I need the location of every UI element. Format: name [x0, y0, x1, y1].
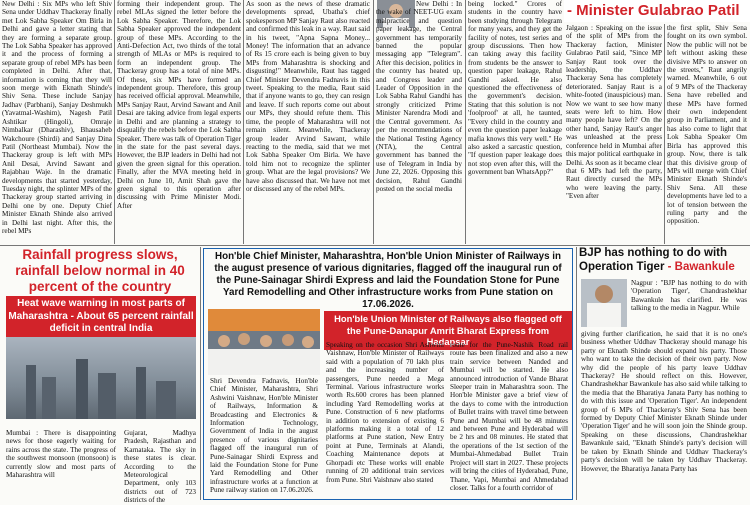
telegram-article-col2: [468, 0, 562, 244]
pune-headline: Hon'ble Chief Minister, Maharashtra, Hon'ble Union Minister of Railways in the august presence of various dignitaries, flagged off the inaugural run of the Pune-Sainagar Shirdi Express and laid the Foundation Stone for Pune Yard Remodelling and Other infrastructure works from Pune station on 17.06.2026.: [214, 251, 562, 310]
article-text: As soon as the news of these dramatic developments spread, Ubatha's chief spokesperson MP Sanjay Raut also reacted and confirmed this leak in a way. Raut said in his tweet, "Apna Sapna Money... Money! The information that an advance of Rs 15 crore each is being given to buy MPs from Maharashtra is shocking and disgusting!" Meanwhile, Raut has tagged Chief Minister Devendra Fadnavis in this tweet. Speaking to the media, Raut said that if anyone wants to go, they can resign and leave. If such reports come out about our MPs, they should refute them. This time, the people of Maharashtra will not remain silent. Meanwhile, Thackeray group leader Arvind Sawant, while reacting to the media, said that we met Lok Sabha Speaker Om Birla. We have told him not to recognize the splinter group. What are the legal provisions? We have also discussed that. We have not met or discussed any of the rebel MPs.: [246, 0, 370, 193]
top-article-col1: [2, 0, 112, 244]
mumbai-rain-photo: [6, 337, 196, 419]
gulabrao-article-col2: [667, 24, 747, 244]
bawankule-photo: [581, 279, 627, 327]
article-text: New Delhi : In the wake of NEET-UG exam malpractice and question paper leakage, the Central government has temporarily banned the popular messaging app "Telegram". After this decision, politics in the country has heated up, and Congress leader and Leader of Opposition in the Lok Sabha Rahul Gandhi has strongly criticized Prime Minister Narendra Modi and the Central government. As per the recommendations of the National Testing Agency (NTA), the Central government has banned the use of Telegram in India by June 22, 2026. Opposing this decision, Rahul Gandhi posted on the social media: [376, 0, 462, 193]
pune-banner: Hon'ble Union Minister of Railways also flagged off the Pune-Danapur Amrit Bharat Express from Hadapsar: [324, 311, 572, 350]
headline-text: - Minister Gulabrao Patil: [567, 2, 740, 19]
gulabrao-headline: [564, 0, 750, 22]
bjp-body: giving further clarification, he said that it is no one's business whether Uddhav Thackeray should manage his party or Eknath Shinde should expand his party. Those who want to take the decision of their own party. Now why did the people of his party leave Uddhav Thackeray? He should reflect on this. However, Chandrashekhar Bawankule has also said while talking to the media that the Bharatiya Janata Party has nothing to do with this issue and 'Operation Tiger'. An independent group of 6 MPs of Thackeray's Shiv Sena has been formed by Deputy Chief Minister Eknath Shinde under 'Operation Tiger' and he will soon join the Shinde group. Speaking on these discussions, Chandrashekhar Bawankule said, "Eknath Shinde's party's decision will be taken by Eknath Shinde and Uddhav Thackeray's party's decision will be taken by Uddhav Thackeray. However, the Bharatiya Janata Party has: [581, 330, 747, 473]
pune-body-col3: route for the Pune-Nashik Road rail route has been finalized and also a new train service between Nanded and Mumbai will be started. He also announced introduction of Vande Bharat Sleeper train in Maharashtra soon. The Hon'ble Minister gave a brief view of the days to come with the introduction of Bullet trains with travel time between Pune and Mumbai will be 48 minutes and between Pune and Hyderabad will be 2 hrs and 08 minutes. He stated that the operations of the 1st section of the Mumbai-Ahmedabad Bullet Train Project will start in 2027. These projects will bring the cities of Hyderabad, Pune, Thane, Vapi, Mumbai and Ahmedabad closer. Talks for a fourth corridor of: [450, 341, 568, 492]
bjp-headline-red: - Bawankule: [667, 260, 735, 273]
rainfall-body-col1: Mumbai : There is disappointing news for those eagerly waiting for rains across the state. The progress of the southwest monsoon (monsoon) is currently slow and most parts of Maharashtra will: [6, 429, 116, 480]
column-rule: [200, 247, 201, 500]
pune-body-col2: Speaking on the occasion Shri Ashwini Vaishnaw, Hon'ble Minister of Railways said with a population of 70 lakh plus and the increasing number of passengers, Pune needed a Mega Terminal. Various infrastructure works worth Rs.600 crores has been planned including Yard Remodelling works at Pune. Construction of 6 new platforms in addition to extension of existing 6 platforms making it a total of 12 platforms at Pune station, New Entry point at Pune, Terminals at Alandi, Coaching Maintenance depots at Ghorpadi etc These works will enable running of 20 additional train services from Pune. Shri Vaishnaw also stated: [326, 341, 444, 484]
pune-caption: Shri Devendra Fadnavis, Hon'ble Chief Minister, Maharashtra, Shri Ashwini Vaishnaw, Hon'ble Minister of Railways, Information & Broadcasting and Electronics & Information Technology, Government of India in the august presence of various dignitaries flagged off the inaugural run of Pune-Sainagar Shirdi Express and laid the Foundation Stone for Pune Yard Remodelling and Other infrastructure works at a function at Pune railway station on 17.06.2026.: [210, 377, 318, 495]
bjp-article: [579, 247, 749, 500]
article-text: New Delhi : Six MPs who left Shiv Sena under Uddhav Thackeray finally met Lok Sabha Speaker Om Birla in Delhi and gave a letter stating that they are forming a separate group. The Lok Sabha Speaker has approved it and the process of forming a separate group of rebel MPs has been completed in Delhi. After that, information is coming that they will soon merge with Eknath Shinde's Shiv Sena. These include Sanjay Jadhav (Parbhani), Sanjay Deshmukh (Yavatmal-Washim), Nagesh Patil Ashtikar (Hingoli), Omraje Nimbalkar (Dharashiv), Bhausaheb Wakchoure (Shirdi) and Sanjay Dina Patil (Northeast Mumbai). Now the Thackeray group is left with MPs Anil Desai, Arvind Sawant and Rajabhau Waje. In the dramatic developments that started yesterday, Tuesday night, the splinter MPs of the Thackeray group started arriving in Delhi one by one. Deputy Chief Minister Eknath Shinde also arrived in Delhi last night. After this, the rebel MPs: [2, 0, 112, 235]
article-text: Jalgaon : Speaking on the issue of the split of MPs from the Thackeray faction, Minister Gulabrao Patil said, "Since MP Sanjay Raut took over the leadership, the Uddhav Thackeray Sena has completely deteriorated. Sanjay Raut is a white-footed (inauspicious) man. Now we want to see how many seats were left to him. How many people have left? On the other hand, Sanjay Raut's anger was unleashed at the press conference held in Mumbai after this major political earthquake in Delhi. As soon as it became clear that 6 MPs had left the party, Raut directly cursed the MPs who were leaving the party. "Even after: [566, 24, 662, 201]
bjp-headline: [579, 247, 749, 274]
rainfall-body-col2: Gujarat, Madhya Pradesh, Rajasthan and Karnataka. The sky in these states is clear. According to the Meteorological Department, only 103 districts out of 723 districts of the: [124, 429, 196, 505]
article-text: being locked." Crores of students in the country have been studying through Telegram for many years, and they get the facility of notes, test series and group discussions. Then how can taking away this facility from students be the answer to question paper leakage, Rahul Gandhi asked. He also questioned the effectiveness of the government's decision. Stating that this solution is not 'foolproof' at all, he taunted, "Every child in the country and even the question paper leakage mafia knows this very well." He also asked a sarcastic question, "If question paper leakage does not stop even after this, will the government ban WhatsApp?": [468, 0, 562, 177]
gulabrao-article-col1: [566, 24, 662, 244]
column-rule: [243, 0, 244, 244]
top-article-col2: [117, 0, 241, 244]
section-divider: [0, 245, 750, 246]
column-rule: [465, 0, 466, 244]
bjp-headline-text: BJP has nothing to do with Operation Tiger: [579, 247, 728, 273]
telegram-article-col1: [376, 0, 462, 244]
top-article-col3: [246, 0, 370, 244]
flag-off-photo: [208, 309, 320, 375]
column-rule: [373, 0, 374, 244]
rainfall-banner: Heat wave warning in most parts of Maharashtra - About 65 percent rainfall deficit in central India: [6, 296, 196, 338]
column-rule: [664, 24, 665, 244]
pune-railway-article: [203, 248, 573, 500]
article-text: forming their independent group. The rebel MLAs signed the letter before the Lok Sabha Speaker. Therefore, the Lok Sabha Speaker approved the independent group of these MPs. According to the Anti-Defection Act, two thirds of the total strength of MLAs or MPs is required to form an independent group. The Thackeray group has a total of nine MPs. Of these, six MPs have formed an independent group. Therefore, this group has received official approval. Meanwhile, MPs Sanjay Raut, Arvind Sawant and Anil Desai are taking advice from legal experts in Delhi and are planning a strategy to disqualify the rebels before the Lok Sabha Speaker. There was talk of Operation Tiger in the state for the past several days. However, the BJP leaders in Delhi had not given the green signal for this operation. Finally, after the MVA meeting held in Delhi on June 10, Amit Shah gave the green signal to this operation after discussing with Prime Minister Modi. After: [117, 0, 241, 210]
rainfall-article: [2, 247, 198, 505]
rainfall-headline: Rainfall progress slows, rainfall below normal in 40 percent of the country: [15, 247, 185, 294]
bjp-body-right: Nagpur : "BJP has nothing to do with 'Operation Tiger', Chandrashekhar Bawankule has clarified. He was talking to the media in Nagpur. While: [631, 279, 747, 313]
column-rule: [576, 247, 577, 500]
column-rule: [114, 0, 115, 244]
article-text: the first split, Shiv Sena fought on its own symbol. Now the public will not be left without asking these divisive MPs to answer on the streets," Raut angrily warned. Meanwhile, 6 out of 9 MPs of the Thackeray Sena have rebelled and these MPs have formed their own independent group in Parliament, and it has also come to light that Lok Sabha Speaker Om Birla has approved this group. Now, there is talk that this divisive group of MPs will merge with Chief Minister Eknath Shinde's Shiv Sena. All these developments have led to a lot of tension between the ruling party and the opposition.: [667, 24, 747, 226]
